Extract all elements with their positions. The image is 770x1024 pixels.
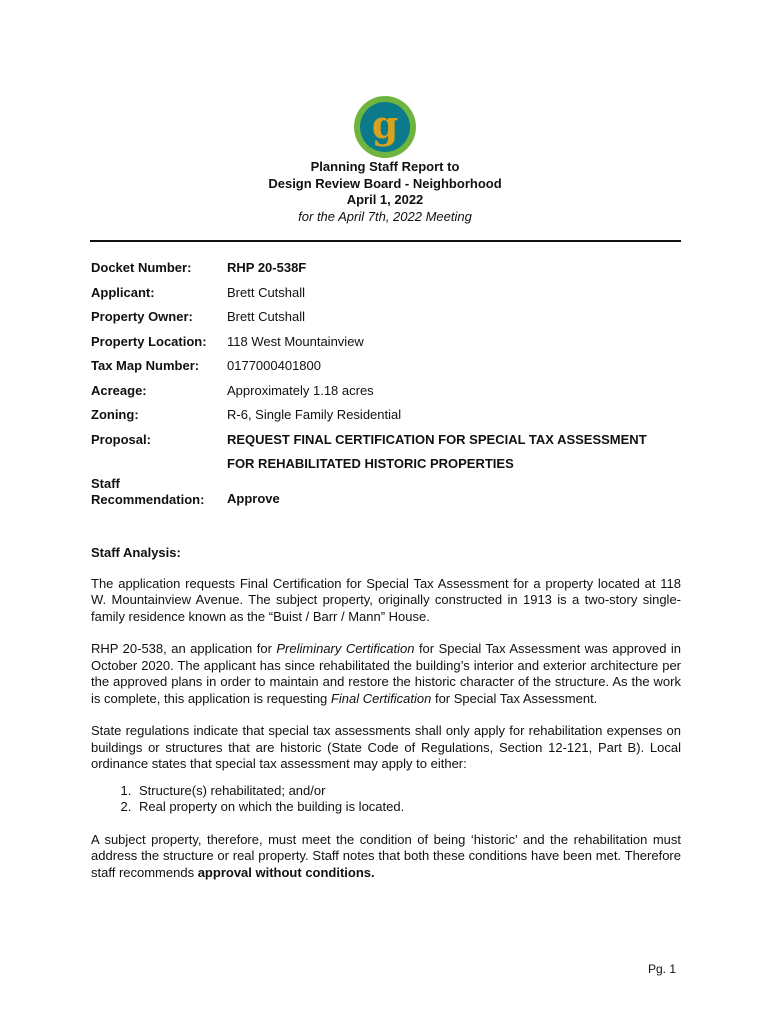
location-label: Property Location:	[91, 333, 207, 349]
docket-value: RHP 20-538F	[227, 260, 307, 275]
logo-letter: g	[371, 102, 399, 147]
case-fields	[91, 259, 691, 519]
analysis-paragraph-4: A subject property, therefore, must meet the condition of being ‘historic’ and the rehabilitation must address the structure or real property. Staff notes that both these conditions have been met. Therefore staff recommends approval without conditions.	[91, 831, 681, 880]
report-title: Planning Staff Report to	[310, 159, 460, 174]
location-value: 118 West Mountainview	[227, 333, 364, 349]
recommendation-label-line-2: Recommendation:	[91, 492, 205, 507]
recommendation-row	[91, 475, 691, 519]
taxmap-value: 0177000401800	[227, 358, 321, 373]
recommendation-label	[91, 476, 204, 509]
recommendation-value: Approve	[227, 490, 280, 506]
proposal-line-1: REQUEST FINAL CERTIFICATION FOR SPECIAL TAX ASSESSMENT	[227, 431, 647, 447]
proposal-line-2: FOR REHABILITATED HISTORIC PROPERTIES	[227, 455, 514, 471]
taxmap-row	[91, 357, 691, 382]
applicant-value: Brett Cutshall	[227, 284, 306, 300]
analysis-paragraph-2: RHP 20-538, an application for Preliminary Certification for Special Tax Assessment was approved in October 2020. The applicant has since rehabilitated the building’s interior and exterior architecture per the approved plans in order to maintain and restore the historic character of the structure. As the work is complete, this application is requesting Final Certification for Special Tax Assessment.	[91, 641, 681, 706]
applicant-row	[91, 284, 691, 309]
proposal-row	[91, 431, 691, 479]
recommendation-label-line-1: Staff	[91, 475, 120, 491]
g-logo-icon	[353, 95, 417, 159]
board-name: Design Review Board - Neighborhood	[268, 175, 502, 191]
owner-row	[91, 308, 691, 333]
ordinance-list	[91, 783, 681, 816]
final-certification-term: Final Certification	[330, 690, 432, 706]
applicant-label: Applicant:	[91, 284, 155, 300]
staff-analysis	[91, 545, 681, 897]
proposal-label: Proposal:	[91, 431, 151, 447]
taxmap-label: Tax Map Number:	[91, 358, 200, 373]
analysis-paragraph-3: State regulations indicate that special tax assessments shall only apply for rehabilitation expenses on buildings or structures that are historic (State Code of Regulations, Section 12-121, Part B). Local ordinance states that special tax assessment may apply to either:	[91, 723, 681, 771]
analysis-paragraph-1: The application requests Final Certification for Special Tax Assessment for a property located at 118 W. Mountainview Avenue. The subject property, originally constructed in 1913 is a two-story single-family residence known as the “Buist / Barr / Mann” House.	[91, 575, 681, 624]
owner-label: Property Owner:	[91, 309, 193, 324]
docket-row	[91, 259, 691, 284]
owner-value: Brett Cutshall	[227, 309, 306, 324]
report-header	[0, 159, 770, 225]
report-date: April 1, 2022	[346, 192, 424, 207]
zoning-label: Zoning:	[91, 407, 139, 422]
list-item: 2. Real property on which the building is located.	[135, 799, 681, 816]
zoning-value: R-6, Single Family Residential	[227, 407, 402, 422]
proposal-value	[227, 428, 697, 476]
acreage-row	[91, 382, 691, 407]
list-item: 1. Structure(s) rehabilitated; and/or	[135, 783, 681, 800]
docket-label: Docket Number:	[91, 260, 192, 275]
preliminary-certification-term: Preliminary Certification	[276, 641, 415, 656]
page-number: Pg. 1	[648, 962, 677, 976]
location-row	[91, 333, 691, 358]
acreage-label: Acreage:	[91, 382, 147, 398]
header-divider	[90, 240, 681, 242]
analysis-heading: Staff Analysis:	[91, 545, 181, 560]
approval-statement: approval without conditions.	[197, 864, 375, 880]
meeting-date: for the April 7th, 2022 Meeting	[298, 208, 472, 224]
acreage-value: Approximately 1.18 acres	[227, 382, 374, 398]
